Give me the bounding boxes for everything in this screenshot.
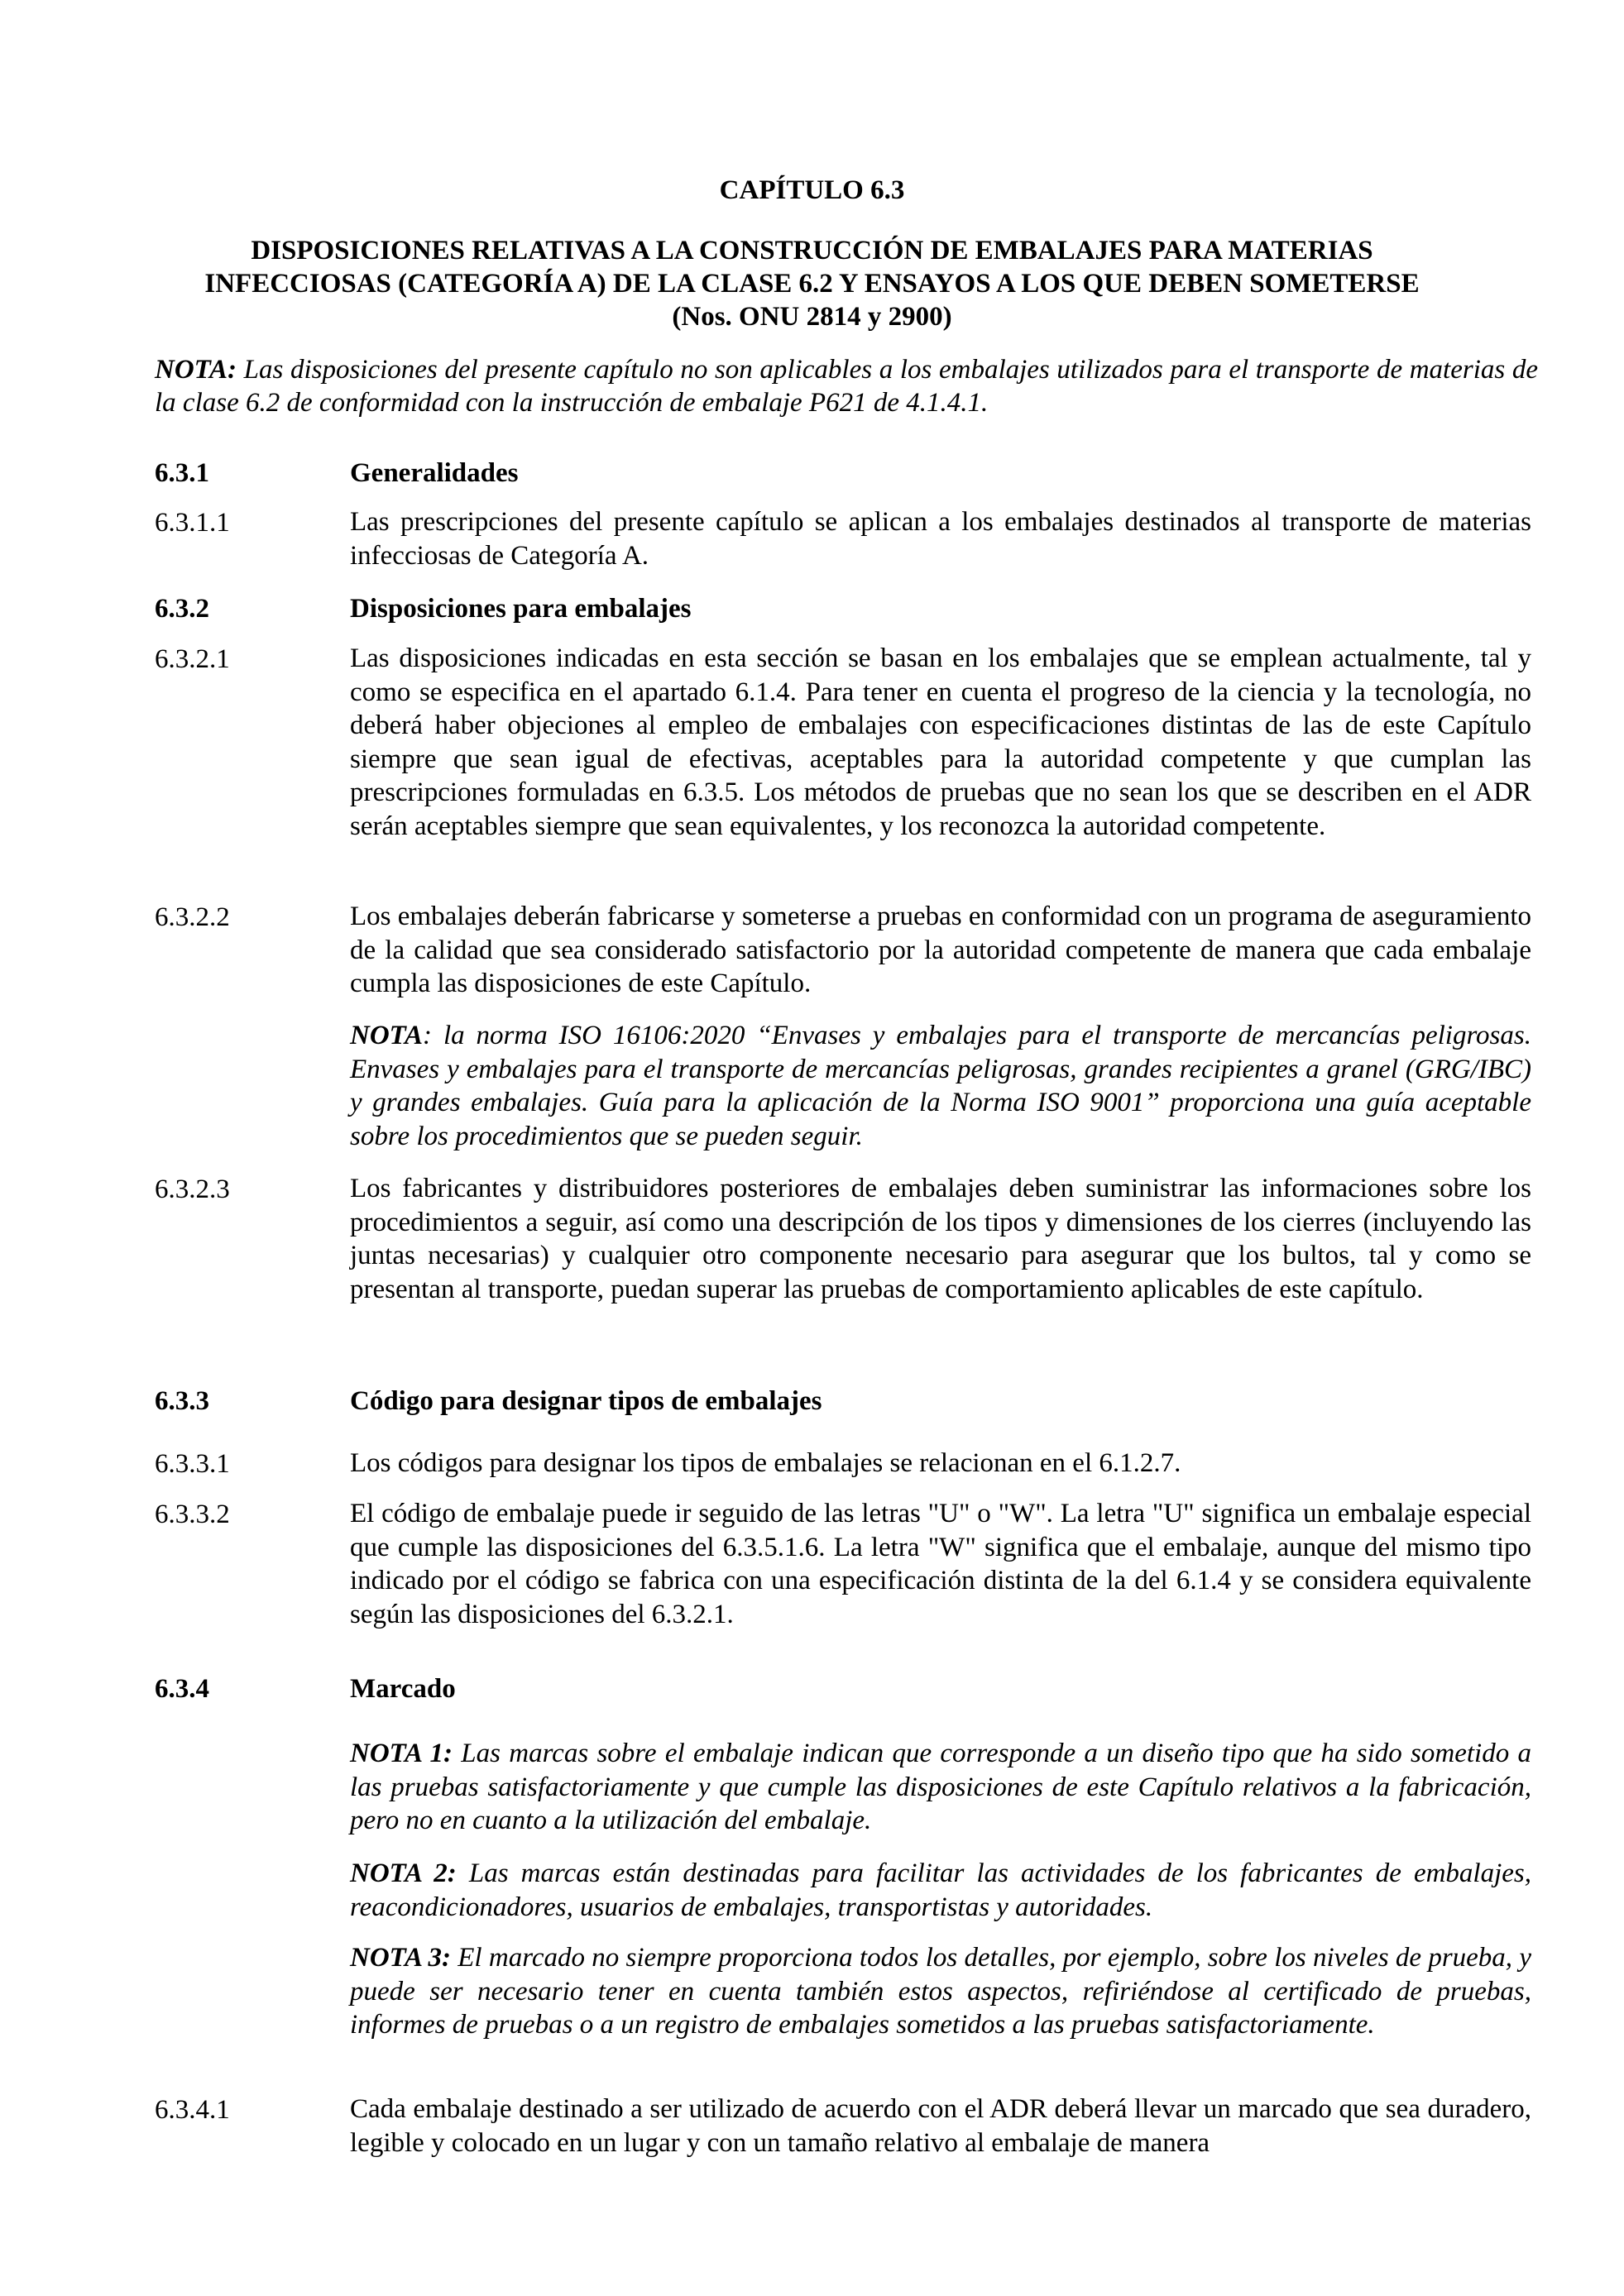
note-text: Las marcas están destinadas para facilitar las actividades de los fabricantes de embalajes, reacondicionadores, usuarios de embalajes, transportistas y autoridades. — [350, 1858, 1531, 1922]
paragraph-text: Los fabricantes y distribuidores posteriores de embalajes deben suministrar las informaciones sobre los procedimientos a seguir, así como una descripción de los tipos y dimensiones de los cierres (incluyendo las juntas necesarias) y cualquier otro componente necesario para asegurar que los bultos, tal y como se presentan al transporte, puedan superar las pruebas de comportamiento aplicables de este capítulo. — [350, 1174, 1531, 1304]
paragraph-number: 6.3.3.1 — [155, 1449, 230, 1479]
section-number: 6.3.1 — [155, 458, 209, 488]
paragraph-number: 6.3.4.1 — [155, 2095, 230, 2125]
paragraph-note — [350, 1019, 1531, 1153]
paragraph-number: 6.3.2.2 — [155, 902, 230, 932]
note-label: NOTA — [350, 1021, 424, 1050]
note-text: El marcado no siempre proporciona todos los detalles, por ejemplo, sobre los niveles de prueba, y puede ser necesario tener en cuenta también estos aspectos, refiriéndose al certificado de pruebas, informes de pruebas o a un registro de embalajes sometidos a las pruebas satisfactoriamente. — [350, 1943, 1531, 2040]
note-label: NOTA 2: — [350, 1858, 457, 1888]
intro-note — [155, 353, 1538, 419]
marking-note-3 — [350, 1941, 1531, 2042]
chapter-title-line: (Nos. ONU 2814 y 2900) — [672, 302, 952, 332]
section-number: 6.3.3 — [155, 1386, 209, 1416]
section-title: Disposiciones para embalajes — [350, 594, 692, 624]
paragraph-text: Los embalajes deberán fabricarse y someterse a pruebas en conformidad con un programa de aseguramiento de la calidad que sea considerado satisfactorio por la autoridad competente de manera que cada embalaje cumpla las disposiciones de este Capítulo. — [350, 902, 1531, 998]
note-label: NOTA: — [155, 355, 237, 385]
marking-note-1 — [350, 1737, 1531, 1838]
paragraph-number: 6.3.2.3 — [155, 1174, 230, 1204]
note-text: Las marcas sobre el embalaje indican que corresponde a un diseño tipo que ha sido sometido a las pruebas satisfactoriamente y que cumple las disposiciones de este Capítulo relativos a la fabricación, pero no en cuanto a la utilización del embalaje. — [350, 1739, 1531, 1835]
paragraph-text: El código de embalaje puede ir seguido de las letras "U" o "W". La letra "U" significa un embalaje especial que cumple las disposiciones del 6.3.5.1.6. La letra "W" significa que el embalaje, aunque del mismo tipo indicado por el código se fabrica con una especificación distinta de la del 6.1.4 y se considera equivalente según las disposiciones del 6.3.2.1. — [350, 1499, 1531, 1629]
chapter-title — [0, 234, 1624, 333]
paragraph-text: Las prescripciones del presente capítulo se aplican a los embalajes destinados al transporte de materias infecciosas de Categoría A. — [350, 507, 1531, 571]
note-text: Las disposiciones del presente capítulo no son aplicables a los embalajes utilizados para el transporte de materias de la clase 6.2 de conformidad con la instrucción de embalaje P621 de 4.1.4.1. — [155, 355, 1538, 418]
chapter-title-line: INFECCIOSAS (CATEGORÍA A) DE LA CLASE 6.2 Y ENSAYOS A LOS QUE DEBEN SOMETERSE — [204, 269, 1420, 299]
paragraph-number: 6.3.1.1 — [155, 508, 230, 538]
chapter-heading: CAPÍTULO 6.3 — [719, 175, 905, 205]
section-title: Código para designar tipos de embalajes — [350, 1386, 822, 1416]
note-label: NOTA 1: — [350, 1739, 453, 1768]
paragraph-number: 6.3.2.1 — [155, 644, 230, 674]
note-label: NOTA 3: — [350, 1943, 451, 1973]
section-number: 6.3.2 — [155, 594, 209, 624]
section-title: Marcado — [350, 1674, 456, 1704]
chapter-title-line: DISPOSICIONES RELATIVAS A LA CONSTRUCCIÓN DE EMBALAJES PARA MATERIAS — [251, 236, 1373, 265]
note-text: : la norma ISO 16106:2020 “Envases y embalajes para el transporte de mercancías peligrosas. Envases y embalajes para el transporte de mercancías peligrosas, grandes recipientes a granel (GRG/IBC) y grandes embalajes. Guía para la aplicación de la Norma ISO 9001” proporciona una guía aceptable sobre los procedimientos que se pueden seguir. — [350, 1021, 1531, 1151]
paragraph-number: 6.3.3.2 — [155, 1500, 230, 1529]
marking-note-2 — [350, 1857, 1531, 1924]
paragraph-text: Las disposiciones indicadas en esta sección se basan en los embalajes que se emplean actualmente, tal y como se especifica en el apartado 6.1.4. Para tener en cuenta el progreso de la ciencia y la tecnología, no deberá haber objeciones al empleo de embalajes con especificaciones distintas de las de este Capítulo siempre que sean igual de efectivas, aceptables para la autoridad competente y que cumplan las prescripciones formuladas en 6.3.5. Los métodos de pruebas que no sean los que se describen en el ADR serán aceptables siempre que sean equivalentes, y los reconozca la autoridad competente. — [350, 643, 1531, 841]
section-number: 6.3.4 — [155, 1674, 209, 1704]
paragraph-text: Los códigos para designar los tipos de embalajes se relacionan en el 6.1.2.7. — [350, 1448, 1181, 1478]
paragraph-text: Cada embalaje destinado a ser utilizado de acuerdo con el ADR deberá llevar un marcado que sea duradero, legible y colocado en un lugar y con un tamaño relativo al embalaje de manera — [350, 2094, 1531, 2158]
section-title: Generalidades — [350, 458, 519, 488]
